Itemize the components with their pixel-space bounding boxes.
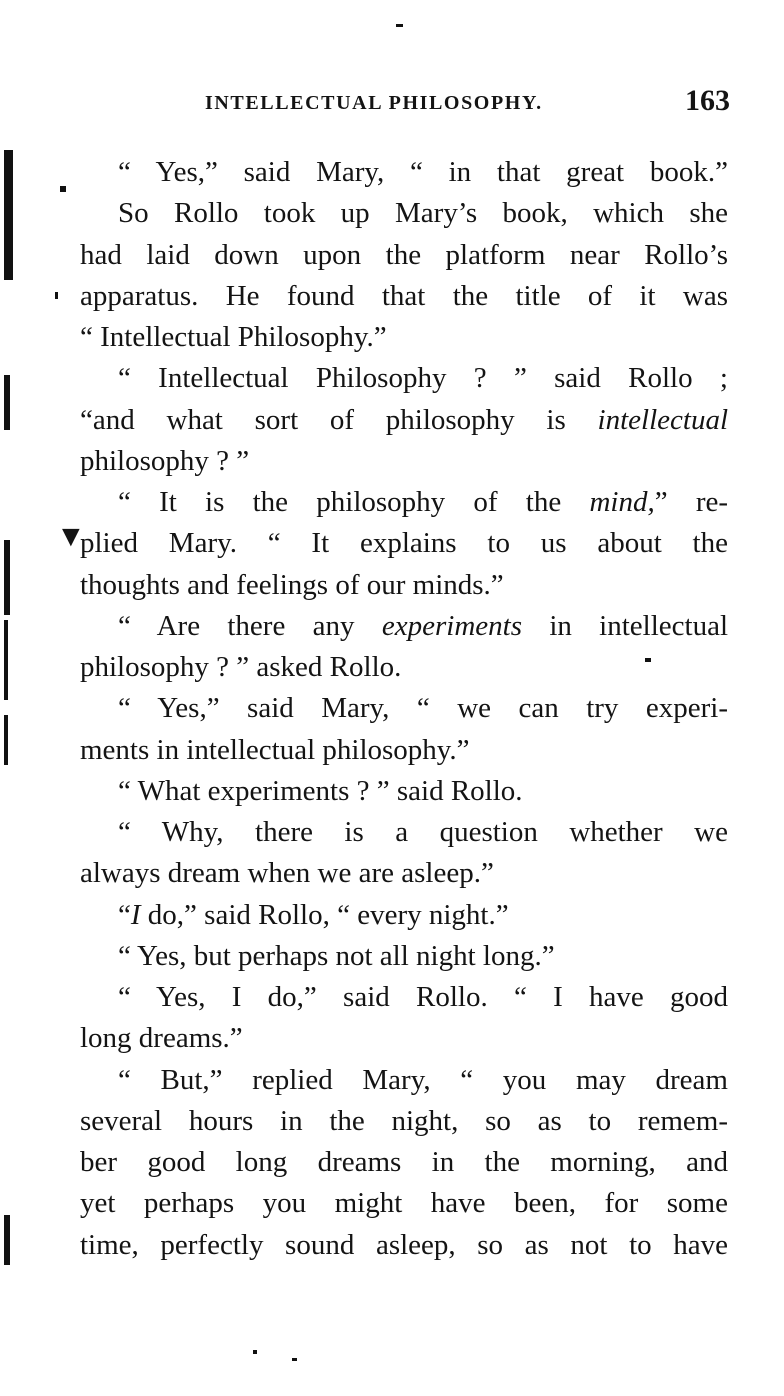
text-line: always dream when we are asleep.”: [80, 857, 494, 890]
scan-speck: [60, 186, 66, 192]
emphasis-text: I: [130, 898, 141, 931]
text-line: So Rollo took up Mary’s book, which she: [118, 197, 728, 230]
text-line: “ Yes, I do,” said Rollo. “ I have good: [118, 981, 728, 1013]
scan-speck: [55, 292, 58, 299]
text-line: ments in intellectual philosophy.”: [80, 733, 470, 766]
text-segment: [589, 486, 728, 518]
text-line: “ Intellectual Philosophy.”: [80, 321, 387, 353]
text-segment: “ It is the philosophy of the: [118, 486, 562, 518]
text-segment: “ Are there any: [118, 609, 355, 642]
text-segment: ” re-: [654, 486, 729, 518]
text-line: “ What experiments ? ” said Rollo.: [118, 774, 523, 807]
text-line: “ Intellectual Philosophy ? ” said Rollo ;: [118, 362, 728, 395]
scan-speck: [253, 1350, 257, 1354]
binding-shadow: [4, 375, 10, 430]
text-line: [80, 895, 728, 936]
running-header: [205, 84, 730, 124]
text-segment: “: [118, 898, 131, 931]
text-line: thoughts and feelings of our minds.”: [80, 568, 504, 601]
text-line: [80, 606, 728, 647]
text-segment: “and what sort of philosophy is: [80, 403, 566, 436]
text-line: had laid down upon the platform near Rollo’s: [80, 238, 728, 271]
text-line: “ Yes,” said Mary, “ we can try experi-: [118, 692, 728, 725]
binding-shadow: [4, 715, 8, 765]
text-line: philosophy ? ” asked Rollo.: [80, 651, 402, 683]
body-text: [80, 152, 728, 1266]
text-line: yet perhaps you might have been, for some: [80, 1187, 728, 1220]
binding-shadow: [4, 620, 8, 700]
text-segment: do,” said Rollo, “ every night.”: [147, 898, 509, 931]
emphasis-text: experiments: [381, 609, 522, 642]
text-line: apparatus. He found that the title of it was: [80, 279, 728, 312]
text-line: philosophy ? ”: [80, 444, 250, 477]
text-line: long dreams.”: [80, 1022, 243, 1055]
text-line: [80, 400, 728, 441]
page-number: 163: [685, 84, 730, 117]
scan-speck: [292, 1358, 297, 1361]
text-line: “ Yes, but perhaps not all night long.”: [118, 939, 555, 972]
text-line: several hours in the night, so as to remem-: [80, 1104, 728, 1137]
text-segment: in intellectual: [549, 609, 729, 642]
binding-shadow: [4, 1215, 10, 1265]
binding-shadow: [4, 540, 10, 615]
scan-speck: [396, 24, 403, 27]
text-line: “ But,” replied Mary, “ you may dream: [118, 1063, 728, 1096]
margin-mark: ▼: [56, 520, 86, 553]
text-line: “ Yes,” said Mary, “ in that great book.”: [118, 156, 728, 188]
text-line: ber good long dreams in the morning, and: [80, 1146, 728, 1178]
emphasis-text: mind,: [589, 486, 655, 518]
emphasis-text: intellectual: [597, 403, 729, 436]
text-line: [80, 482, 728, 523]
binding-shadow: [4, 150, 13, 280]
text-line: “ Why, there is a question whether we: [118, 816, 728, 848]
text-line: time, perfectly sound asleep, so as not to have: [80, 1228, 728, 1261]
text-line: plied Mary. “ It explains to us about the: [80, 527, 728, 560]
header-title: INTELLECTUAL PHILOSOPHY.: [205, 92, 543, 114]
